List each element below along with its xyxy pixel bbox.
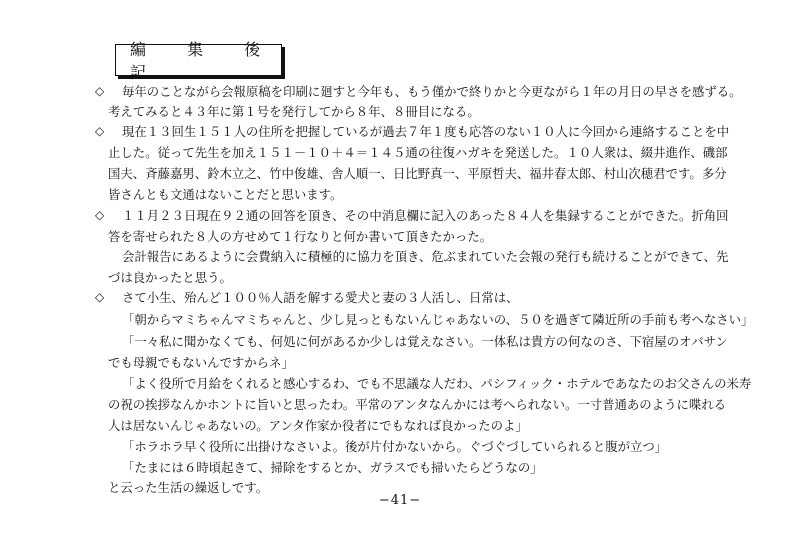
body-line: 毎年のことながら会報原稿を印刷に廻すと今年も、もう僅かで終りかと今更ながら１年の月日の早さを感ずる。 [122, 84, 742, 99]
bullet-marker: ◇ [95, 124, 105, 138]
body-line: 人は居ないんじゃあないの。アンタ作家か役者にでもなれば良かったのよ」 [108, 418, 528, 433]
section-title: 編 集 後 記 [115, 44, 282, 76]
bullet-marker: ◇ [95, 290, 105, 304]
body-line: 会計報告にあるように会費納入に積極的に協力を頂き、危ぶまれていた会報の発行も続けることができて、先 [122, 249, 729, 264]
bullet-marker: ◇ [95, 84, 105, 98]
body-line: 止した。従って先生を加え１５１－１０＋４＝１４５通の往復ハガキを発送した。１０人衆は、綴井進作、磯部 [108, 145, 728, 160]
body-line: 皆さんとも文通はないことだと思います。 [108, 187, 343, 202]
body-line: 「一々私に聞かなくても、何処に何があるか少しは覚えなさい。一体私は貴方の何なのさ、下宿屋のオバサン [122, 334, 728, 349]
body-line: づは良かったと思う。 [108, 270, 232, 285]
body-line: 考えてみると４３年に第１号を発行してから８年、８冊目になる。 [108, 104, 480, 119]
body-line: 現在１３回生１５１人の住所を把握しているが過去７年１度も応答のない１０人に今回から連絡することを中 [122, 124, 730, 139]
page-number: −41− [378, 493, 422, 508]
body-line: と云った生活の繰返しです。 [108, 480, 269, 495]
body-line: 「よく役所で月給をくれると感心するわ、でも不思議な人だわ、パシフィック・ホテルであなたのお父さんの米寿 [122, 376, 752, 391]
body-line: 「たまには６時頃起きて、掃除をするとか、ガラスでも掃いたらどうなの」 [122, 460, 543, 475]
body-line: でも母親でもないんですからネ」 [108, 355, 294, 370]
body-line: １１月２３日現在９２通の回答を頂き、その中消息欄に記入のあった８４人を集録することができた。折角回 [122, 208, 729, 223]
body-line: 国夫、斉藤嘉男、鈴木立之、竹中俊雄、舎人順一、日比野真一、平原哲夫、福井春太郎、村山次穂君です。多分 [108, 166, 727, 181]
body-line: 答を寄せられた８人の方せめて１行なりと何か書いて頂きたかった。 [108, 229, 493, 244]
bullet-marker: ◇ [95, 208, 105, 222]
body-line: の祝の挨拶なんかホントに旨いと思ったわ。平常のアンタなんかには考へられない。一寸普通あのように喋れる [108, 397, 727, 412]
body-line: さて小生、殆んど１００％人語を解する愛犬と妻の３人活し、日常は、 [122, 290, 519, 305]
body-line: 「朝からマミちゃんマミちゃんと、少し見っともないんじゃあないの、５０を過ぎて隣近所の手前も考へなさい」 [122, 312, 754, 327]
body-line: 「ホラホラ早く役所に出掛けなさいよ。後が片付かないから。ぐづぐづしていられると腹が立つ」 [122, 439, 668, 454]
